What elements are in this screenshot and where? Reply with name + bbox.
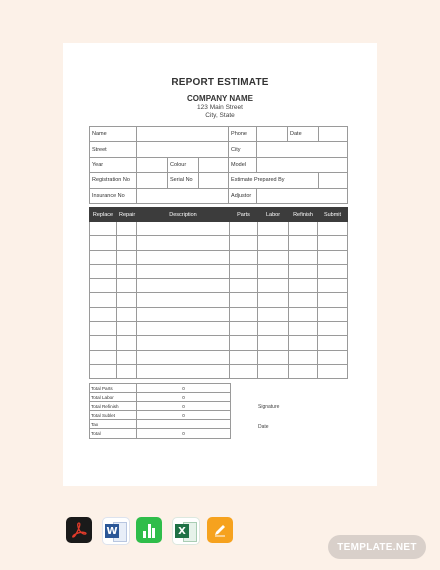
table-cell[interactable] [117,264,137,278]
table-cell[interactable] [137,222,230,236]
vehicle-info-table [89,126,348,204]
table-cell[interactable] [117,236,137,250]
table-cell[interactable] [117,250,137,264]
colour-field[interactable] [199,157,229,172]
table-cell[interactable] [289,236,318,250]
info-row-year [90,157,348,172]
year-label: Year [90,157,137,172]
registration-no-label: Registration No [90,173,137,188]
acrobat-glyph-icon [70,521,88,539]
table-cell[interactable] [230,222,258,236]
model-label: Model [229,157,257,172]
info-row-street [90,142,348,157]
table-cell[interactable] [318,364,348,378]
phone-field[interactable] [257,127,288,142]
table-cell[interactable] [117,322,137,336]
table-cell[interactable] [318,279,348,293]
table-cell[interactable] [318,293,348,307]
table-cell[interactable] [258,236,289,250]
table-cell[interactable] [289,364,318,378]
numbers-icon[interactable] [136,517,162,543]
table-row [90,279,348,293]
table-cell[interactable] [289,322,318,336]
excel-icon[interactable] [172,517,200,545]
table-row [90,236,348,250]
info-row-name [90,127,348,142]
table-cell[interactable] [289,279,318,293]
table-cell[interactable] [289,336,318,350]
table-cell[interactable] [258,293,289,307]
column-header-refinish: Refinish [289,208,318,222]
table-cell[interactable] [90,322,117,336]
table-cell[interactable] [117,293,137,307]
table-cell[interactable] [137,307,230,321]
pages-icon[interactable] [207,517,233,543]
table-cell[interactable] [137,236,230,250]
table-cell[interactable] [318,236,348,250]
name-field[interactable] [137,127,229,142]
table-cell[interactable] [318,322,348,336]
table-cell[interactable] [137,264,230,278]
column-header-submit: Submit [318,208,348,222]
tax-label: Tax [90,420,137,429]
estimate-prepared-by-field[interactable] [319,173,348,188]
total-refinish-label: Total Refinish [90,402,137,411]
registration-no-field[interactable] [137,173,168,188]
name-label: Name [90,127,137,142]
total-refinish-value: 0 [137,402,231,411]
template-net-brand-badge[interactable]: TEMPLATE.NET [328,535,426,559]
table-cell[interactable] [318,250,348,264]
table-cell[interactable] [117,336,137,350]
city-field[interactable] [257,142,348,157]
table-cell[interactable] [137,350,230,364]
table-row [90,350,348,364]
table-cell[interactable] [230,350,258,364]
adjustor-label: Adjustor [229,188,257,203]
table-row [90,222,348,236]
table-cell[interactable] [289,250,318,264]
insurance-no-field[interactable] [137,188,229,203]
table-row [90,322,348,336]
serial-no-field[interactable] [199,173,229,188]
numbers-bar [152,528,155,538]
colour-label: Colour [168,157,199,172]
tax-value[interactable] [137,420,231,429]
table-cell[interactable] [318,307,348,321]
table-cell[interactable] [230,236,258,250]
signature-date-label: Date [258,424,269,430]
word-letter: W [106,525,118,537]
total-sublet-label: Total Sublet [90,411,137,420]
year-field[interactable] [137,157,168,172]
numbers-bar [143,531,146,538]
document-title: REPORT ESTIMATE [171,77,269,88]
numbers-bar [148,524,151,538]
totals-table [89,383,231,439]
insurance-no-label: Insurance No [90,188,137,203]
table-cell[interactable] [90,264,117,278]
company-city-state: City, State [205,112,235,119]
table-cell[interactable] [117,364,137,378]
table-cell[interactable] [258,350,289,364]
table-cell[interactable] [137,250,230,264]
table-row [90,264,348,278]
table-cell[interactable] [90,236,117,250]
table-cell[interactable] [289,264,318,278]
totals-row [90,384,231,393]
table-cell[interactable] [137,364,230,378]
table-cell[interactable] [230,307,258,321]
table-cell[interactable] [117,350,137,364]
excel-letter: X [175,524,189,538]
table-cell[interactable] [318,336,348,350]
info-row-insurance [90,188,348,203]
table-cell[interactable] [318,222,348,236]
table-cell[interactable] [289,350,318,364]
street-label: Street [90,142,137,157]
word-icon[interactable] [102,517,130,545]
table-cell[interactable] [117,279,137,293]
company-name: COMPANY NAME [187,94,253,103]
table-cell[interactable] [137,322,230,336]
phone-label: Phone [229,127,257,142]
total-labor-value: 0 [137,393,231,402]
table-row [90,336,348,350]
table-cell[interactable] [90,222,117,236]
totals-row [90,420,231,429]
date-label: Date [288,127,319,142]
table-cell[interactable] [258,279,289,293]
estimate-prepared-by-label: Estimate Prepared By [229,173,319,188]
total-label: Total [90,429,137,438]
table-row [90,307,348,321]
table-cell[interactable] [258,250,289,264]
table-cell[interactable] [258,322,289,336]
table-cell[interactable] [90,293,117,307]
table-cell[interactable] [230,293,258,307]
estimate-items-table [89,207,348,379]
total-parts-label: Total Parts [90,384,137,393]
table-cell[interactable] [230,279,258,293]
column-header-repair: Repair [117,208,137,222]
table-cell[interactable] [258,222,289,236]
table-cell[interactable] [318,264,348,278]
table-cell[interactable] [318,350,348,364]
column-header-description: Description [137,208,230,222]
table-row [90,364,348,378]
table-cell[interactable] [289,222,318,236]
table-cell[interactable] [289,293,318,307]
table-cell[interactable] [289,307,318,321]
table-cell[interactable] [230,322,258,336]
table-cell[interactable] [117,307,137,321]
totals-row [90,402,231,411]
total-sublet-value: 0 [137,411,231,420]
document-page [63,43,377,486]
street-field[interactable] [137,142,229,157]
table-cell[interactable] [258,307,289,321]
info-row-registration [90,173,348,188]
signature-label: Signature [258,404,280,410]
city-label: City [229,142,257,157]
column-header-labor: Labor [258,208,289,222]
total-labor-label: Total Labor [90,393,137,402]
pdf-icon[interactable] [66,517,92,543]
table-cell[interactable] [230,250,258,264]
table-cell[interactable] [258,264,289,278]
items-header-row [90,208,348,222]
model-field[interactable] [257,157,348,172]
table-cell[interactable] [230,364,258,378]
table-cell[interactable] [230,336,258,350]
total-value: 0 [137,429,231,438]
table-cell[interactable] [137,336,230,350]
table-cell[interactable] [230,264,258,278]
totals-row [90,411,231,420]
table-cell[interactable] [258,364,289,378]
table-cell[interactable] [90,350,117,364]
table-cell[interactable] [90,279,117,293]
table-cell[interactable] [137,293,230,307]
serial-no-label: Serial No [168,173,199,188]
table-cell[interactable] [137,279,230,293]
table-cell[interactable] [90,336,117,350]
column-header-parts: Parts [230,208,258,222]
table-cell[interactable] [117,222,137,236]
table-cell[interactable] [90,250,117,264]
total-parts-value: 0 [137,384,231,393]
company-street: 123 Main Street [197,104,243,111]
pen-glyph-icon [212,522,228,538]
table-cell[interactable] [90,307,117,321]
date-field[interactable] [319,127,348,142]
column-header-replace: Replace [90,208,117,222]
totals-row [90,393,231,402]
totals-row [90,429,231,438]
table-row [90,250,348,264]
table-cell[interactable] [258,336,289,350]
adjustor-field[interactable] [257,188,348,203]
table-cell[interactable] [90,364,117,378]
table-row [90,293,348,307]
